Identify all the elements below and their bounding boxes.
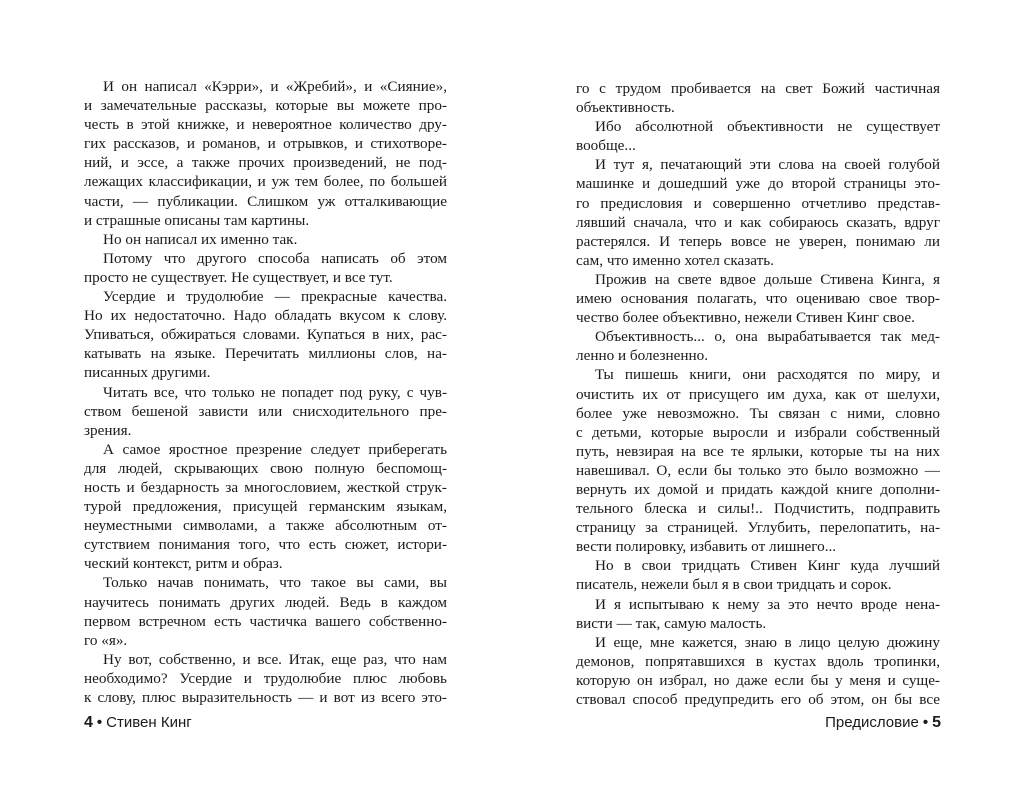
text-line: вообще... [576, 137, 636, 155]
text-line: го «я». [84, 631, 128, 649]
text-line: Но их недостаточно. Надо обладать вкусом к слову. [84, 307, 447, 325]
text-line: лявший сначала, что и как собираюсь сказать, вдруг [576, 213, 940, 231]
text-line: чество более объективно, нежели Стивен Кинг свое. [576, 309, 915, 327]
text-line: гих рассказов, и романов, и отрывков, и стихотворе- [84, 135, 447, 153]
text-line: имею основания полагать, что оцениваю свое твор- [576, 290, 940, 308]
text-line: и страшные описаны там картины. [84, 211, 310, 229]
text-line: Но он написал их именно так. [103, 230, 298, 248]
text-line: Но в свои тридцать Стивен Кинг куда лучший [595, 557, 940, 575]
text-line: турой предложения, присущей германским языкам, [84, 498, 447, 516]
text-line: писанных другими. [84, 364, 211, 382]
text-line: Упиваться, обжираться словами. Купаться в них, рас- [84, 326, 447, 344]
text-line: навешивал. О, если бы только это было возможно — [576, 461, 940, 479]
text-line: Ты пишешь книги, они расходятся по миру, и [595, 366, 940, 384]
text-line: неуместными символами, а также абсолютным от- [84, 517, 447, 535]
text-line: растерялся. И теперь вовсе не уверен, понимаю ли [576, 232, 940, 250]
text-line: писатель, нежели был я в свои тридцать и сорок. [576, 576, 892, 594]
text-line: И еще, мне кажется, знаю в лицо целую дюжину [595, 633, 940, 651]
text-line: вернуть их домой и придать каждой книге дополни- [576, 480, 940, 498]
text-line: Усердие и трудолюбие — прекрасные качества. [103, 288, 447, 306]
right-page [510, 0, 1021, 810]
text-line: тельного блеска и силы!.. Подчистить, подправить [576, 500, 940, 518]
page-number: 5 [932, 714, 941, 731]
text-line: очистить их от присущего им духа, как от шелухи, [576, 385, 940, 403]
text-line: более уже невозможно. Ты связан с ними, словно [576, 404, 940, 422]
page-number: 4 [84, 714, 93, 731]
text-line: сам, что именно хотел сказать. [576, 251, 774, 269]
text-line: Ну вот, собственно, и все. Итак, еще раз, что нам [103, 650, 447, 668]
text-line: го с трудом пробивается на свет Божий частичная [576, 80, 940, 97]
text-line: необходимо? Усердие и трудолюбие плюс любовь [84, 669, 447, 687]
left-page-text [84, 77, 447, 707]
text-line: зрения. [84, 421, 132, 439]
text-line: И он написал «Кэрри», и «Жребий», и «Сияние», [103, 78, 447, 95]
running-head-section: Предисловие [825, 714, 919, 731]
text-line: лежащих классификации, и уж тем более, по большей [84, 173, 447, 191]
text-line: И тут я, печатающий эти слова на своей голубой [595, 156, 940, 174]
bullet-separator: • [96, 714, 103, 731]
text-line: демонов, попрятавшихся в кустах вдоль тропинки, [576, 652, 940, 670]
text-line: объективность. [576, 99, 675, 117]
text-line: ствовал способ предупредить его об этом, он бы все [576, 691, 940, 708]
left-page [0, 0, 510, 810]
text-line: к слову, плюс выразительность — и вот из всего это- [84, 689, 447, 706]
text-line: А самое яростное презрение следует приберегать [103, 440, 447, 458]
text-line: Читать все, что только не попадет под руку, с чув- [103, 383, 447, 401]
bullet-separator: • [922, 714, 929, 731]
text-line: ность и бездарность за многословием, жесткой струк- [84, 478, 447, 496]
left-page-footer [84, 714, 192, 732]
text-line: первом встречном есть частичка вашего собственно- [84, 612, 447, 630]
text-line: просто не существует. Не существует, и все тут. [84, 268, 393, 286]
text-line: и замечательные рассказы, которые вы можете про- [84, 97, 447, 115]
text-line: ческий контекст, ритм и образ. [84, 555, 283, 573]
text-line: научитесь понимать других людей. Ведь в каждом [84, 593, 447, 611]
text-line: висти — так, самую малость. [576, 614, 767, 632]
text-line: ством бешеной зависти или снисходительного пре- [84, 402, 447, 420]
text-line: с детьми, которые выросли и избрали собственный [576, 423, 940, 441]
text-line: Ибо абсолютной объективности не существует [595, 118, 940, 136]
text-line: машинке и дошедший уже до второй страницы это- [576, 175, 940, 193]
text-line: И я испытываю к нему за это нечто вроде нена- [595, 595, 940, 613]
text-line: честь в этой книжке, и невероятное количество дру- [84, 116, 447, 134]
text-line: ний, и эссе, а также прочих произведений, не под- [84, 154, 447, 172]
right-page-text [576, 79, 940, 709]
text-line: для людей, скрывающих свою полную беспомощ- [84, 459, 447, 477]
text-line: части, — публикации. Слишком уж отталкивающие [84, 192, 447, 210]
text-line: го предисловия и совершенно отчетливо представ- [576, 194, 940, 212]
text-line: Объективность... о, она вырабатывается так мед- [595, 328, 940, 346]
text-line: путь, невзирая на все те ярлыки, которые ты на них [576, 442, 940, 460]
text-line: ленно и болезненно. [576, 347, 709, 365]
running-head-author: Стивен Кинг [106, 714, 192, 731]
text-line: Потому что другого способа написать об этом [103, 249, 447, 267]
text-line: страницу за страницей. Углубить, перелопатить, на- [576, 519, 940, 537]
text-line: Прожив на свете вдвое дольше Стивена Кинга, я [595, 270, 940, 288]
right-page-footer [825, 714, 941, 732]
text-line: вести полировку, избавить от лишнего... [576, 538, 837, 556]
text-line: Только начав понимать, что такое вы сами, вы [103, 574, 447, 592]
text-line: которую он избрал, но даже если бы у меня и суще- [576, 671, 940, 689]
text-line: сутствием понимания того, что есть сюжет, истори- [84, 536, 447, 554]
text-line: катывать на языке. Перечитать миллионы слов, на- [84, 345, 447, 363]
